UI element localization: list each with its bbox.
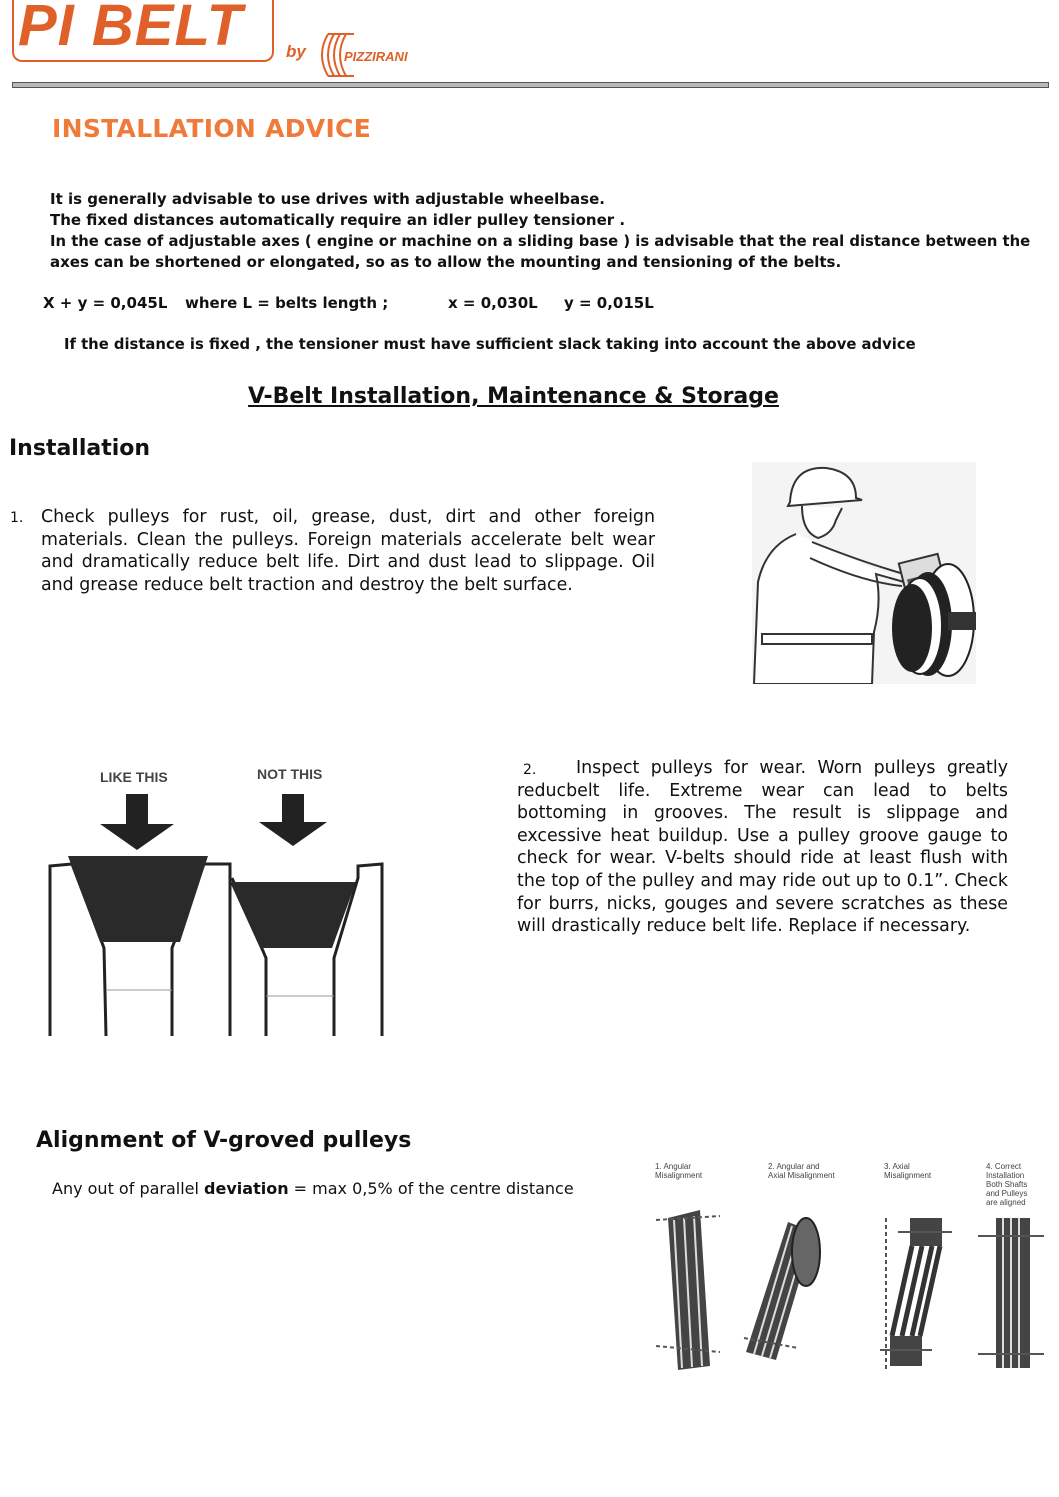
formula-x: x = 0,030L [448,294,538,312]
pizzirani-brand-mark [314,30,426,80]
misalignment-diagram [648,1160,1044,1376]
groove-label-bad: NOT THIS [257,766,323,782]
advice-line-3: In the case of adjustable axes ( engine or machine on a sliding base ) is advisable that the real distance between the [50,233,1031,250]
svg-text:Installation: Installation [986,1171,1025,1180]
svg-text:2. Angular and: 2. Angular and [768,1162,820,1171]
logo: PI BELT [18,0,244,58]
groove-label-good: LIKE THIS [100,769,168,785]
fixed-distance-note: If the distance is fixed , the tensioner must have sufficient slack taking into account the above advice [64,336,916,353]
advice-line-1: It is generally advisable to use drives with adjustable wheelbase. [50,190,605,208]
svg-text:Both Shafts: Both Shafts [986,1180,1028,1189]
item-1-text: Check pulleys for rust, oil, grease, dust, dirt and other foreign materials. Clean the pulleys. Foreign materials accelerate belt wear and dramatically reduce belt life. Dirt and dust lead to slippage. Oil and grease reduce belt traction and destroy the belt surface. [41,507,655,595]
alignment-heading: Alignment of V-groved pulleys [36,1128,412,1153]
installation-heading: Installation [9,436,151,461]
brand-name: PIZZIRANI [344,49,408,64]
figure-labels [655,1162,1027,1207]
svg-text:and Pulleys: and Pulleys [986,1189,1028,1198]
svg-text:1. Angular: 1. Angular [655,1162,692,1171]
item-2-text: Inspect pulleys for wear. Worn pulleys greatly reducbelt life. Extreme wear can lead to belts bottoming in grooves. The result is slippage and excessive heat buildup. Use a pulley groove gauge to check for wear. V-belts should ride at least flush with the top of the pulley and may ride out up to 0.1”. Check for burrs, nicks, gouges and severe scratches as these will drastically reduce belt life. Replace if necessary. [517,758,1008,937]
alignment-note: Any out of parallel deviation = max 0,5% of the centre distance [52,1179,574,1198]
advice-line-4: axes can be shortened or elongated, so as to allow the mounting and tensioning of the belts. [50,253,842,271]
svg-text:are aligned: are aligned [986,1198,1026,1207]
header-rule [12,82,1049,88]
svg-text:Misalignment: Misalignment [655,1171,703,1180]
item-1-number: 1. [10,510,24,526]
formula-where: where L = belts length ; [185,294,389,312]
formula-y: y = 0,015L [564,294,654,312]
item-2-number: 2. [523,762,537,778]
advice-line-2: The fixed distances automatically require an idler pulley tensioner . [50,211,626,229]
section-title: V-Belt Installation, Maintenance & Storage [248,384,779,409]
installation-advice-title: INSTALLATION ADVICE [52,114,372,143]
svg-text:4. Correct: 4. Correct [986,1162,1022,1171]
logo-by: by [286,42,306,61]
worker-cleaning-pulley-illustration [752,462,976,684]
pulley-groove-diagram [46,760,386,1036]
svg-text:3. Axial: 3. Axial [884,1162,910,1171]
svg-text:Axial Misalignment: Axial Misalignment [768,1171,835,1180]
svg-text:Misalignment: Misalignment [884,1171,932,1180]
formula-sum: X + y = 0,045L [43,294,168,312]
